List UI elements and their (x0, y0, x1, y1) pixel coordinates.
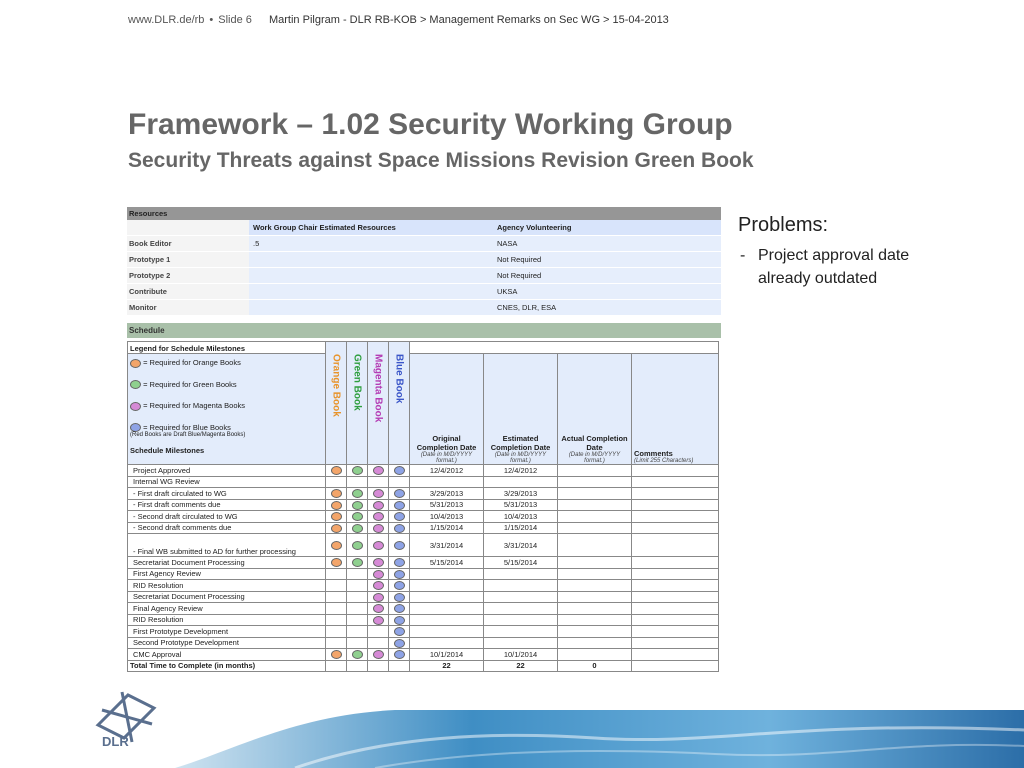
magenta-book-cell (368, 522, 389, 534)
green-book-cell (347, 465, 368, 477)
estimated-date-note: (Date in M/D/YYYY format.) (494, 452, 547, 464)
comments (632, 591, 719, 603)
orange-dot-icon (331, 512, 342, 521)
orange-dot-icon (331, 541, 342, 550)
blue-dot-icon (394, 541, 405, 550)
legend-blue: = Required for Blue Books (143, 422, 231, 432)
resources-header-row (127, 220, 721, 236)
orange-dot-icon (331, 466, 342, 475)
blue-book-cell (389, 637, 410, 649)
estimated-date (484, 626, 558, 638)
resource-agency: Not Required (493, 252, 721, 267)
legend-orange: = Required for Orange Books (143, 358, 241, 367)
magenta-book-col: Magenta Book (372, 354, 384, 423)
comments (632, 476, 719, 488)
total-label: Total Time to Complete (in months) (128, 660, 326, 672)
comments (632, 511, 719, 523)
legend-cell (128, 354, 326, 465)
original-date: 12/4/2012 (410, 465, 484, 477)
blue-dot-icon (394, 650, 405, 659)
col-actual: Actual Completion Date (561, 434, 628, 452)
resource-estimate (249, 252, 493, 267)
header-info: Martin Pilgram - DLR RB-KOB > Management Remarks on Sec WG > 15-04-2013 (268, 14, 669, 26)
orange-book-cell (326, 511, 347, 523)
original-date (410, 476, 484, 488)
magenta-book-cell (368, 591, 389, 603)
slide-title: Framework – 1.02 Security Working Group (128, 108, 733, 141)
actual-date (558, 534, 632, 557)
table-row (128, 580, 719, 592)
magenta-book-cell (368, 476, 389, 488)
milestone-label: CMC Approval (128, 649, 326, 661)
magenta-book-cell (368, 649, 389, 661)
estimated-date (484, 637, 558, 649)
actual-date (558, 476, 632, 488)
comments (632, 603, 719, 615)
blue-book-cell (389, 488, 410, 500)
resource-agency: UKSA (493, 284, 721, 299)
problem-dash: - (740, 247, 746, 264)
actual-date (558, 637, 632, 649)
table-row (128, 626, 719, 638)
total-actual: 0 (558, 660, 632, 672)
comments (632, 522, 719, 534)
actual-date (558, 522, 632, 534)
magenta-dot-icon (373, 581, 384, 590)
actual-date (558, 649, 632, 661)
orange-book-cell (326, 476, 347, 488)
estimated-date (484, 476, 558, 488)
magenta-dot-icon (130, 402, 141, 411)
resource-role: Book Editor (127, 236, 249, 251)
legend-title: Legend for Schedule Milestones (128, 342, 326, 354)
legend-green: = Required for Green Books (143, 379, 237, 389)
magenta-book-cell (368, 557, 389, 569)
milestone-label: - Second draft circulated to WG (128, 511, 326, 523)
magenta-dot-icon (373, 570, 384, 579)
magenta-dot-icon (373, 466, 384, 475)
blue-book-cell (389, 603, 410, 615)
orange-book-cell (326, 649, 347, 661)
milestone-label: Secretariat Document Processing (128, 591, 326, 603)
table-row (128, 568, 719, 580)
green-dot-icon (352, 512, 363, 521)
table-row (128, 603, 719, 615)
blue-dot-icon (394, 524, 405, 533)
orange-dot-icon (130, 359, 141, 368)
comments (632, 557, 719, 569)
comments (632, 580, 719, 592)
total-book-cell (347, 660, 368, 672)
orange-dot-icon (331, 489, 342, 498)
total-estimated: 22 (484, 660, 558, 672)
original-date: 5/31/2013 (410, 499, 484, 511)
magenta-book-cell (368, 626, 389, 638)
blue-dot-icon (394, 604, 405, 613)
col-estimated: Estimated Completion Date (490, 434, 551, 452)
site-url: www.DLR.de/rb (128, 14, 205, 26)
milestone-label: - Second draft comments due (128, 522, 326, 534)
magenta-book-cell (368, 637, 389, 649)
comments (632, 465, 719, 477)
magenta-book-cell (368, 603, 389, 615)
green-book-cell (347, 649, 368, 661)
comments (632, 499, 719, 511)
slide-subtitle: Security Threats against Space Missions Revision Green Book (128, 149, 754, 172)
blue-dot-icon (394, 627, 405, 636)
resource-role: Contribute (127, 284, 249, 299)
green-dot-icon (352, 541, 363, 550)
orange-book-cell (326, 626, 347, 638)
col-original: Original Completion Date (416, 434, 477, 452)
blue-dot-icon (394, 466, 405, 475)
actual-date (558, 465, 632, 477)
blue-book-col: Blue Book (393, 354, 405, 404)
magenta-book-cell (368, 488, 389, 500)
resource-estimate (249, 300, 493, 315)
comments (632, 534, 719, 557)
estimated-date (484, 580, 558, 592)
green-dot-icon (352, 489, 363, 498)
original-date (410, 580, 484, 592)
milestone-label: Internal WG Review (128, 476, 326, 488)
table-row (128, 557, 719, 569)
blue-book-cell (389, 511, 410, 523)
problem-item (740, 244, 958, 290)
original-date (410, 626, 484, 638)
estimated-date: 1/15/2014 (484, 522, 558, 534)
resources-row (127, 300, 721, 316)
resources-row (127, 268, 721, 284)
milestone-label: - First draft comments due (128, 499, 326, 511)
milestone-label: Secretariat Document Processing (128, 557, 326, 569)
orange-book-cell (326, 557, 347, 569)
header-bullet: • (209, 14, 214, 26)
blue-book-cell (389, 614, 410, 626)
magenta-book-cell (368, 534, 389, 557)
green-book-cell (347, 511, 368, 523)
blue-dot-icon (394, 593, 405, 602)
milestone-label: Second Prototype Development (128, 637, 326, 649)
table-row (128, 511, 719, 523)
resource-estimate (249, 268, 493, 283)
magenta-dot-icon (373, 650, 384, 659)
magenta-book-cell (368, 614, 389, 626)
slide-number: Slide 6 (218, 14, 252, 26)
slide-header (128, 14, 669, 26)
total-book-cell (389, 660, 410, 672)
green-book-cell (347, 568, 368, 580)
actual-date (558, 591, 632, 603)
green-book-cell (347, 499, 368, 511)
green-book-cell (347, 626, 368, 638)
green-book-cell (347, 591, 368, 603)
estimated-date: 3/29/2013 (484, 488, 558, 500)
actual-date-note: (Date in M/D/YYYY format.) (568, 452, 621, 464)
actual-date (558, 626, 632, 638)
original-date: 10/1/2014 (410, 649, 484, 661)
estimated-date (484, 591, 558, 603)
blue-dot-icon (394, 512, 405, 521)
orange-book-cell (326, 488, 347, 500)
estimated-date: 3/31/2014 (484, 534, 558, 557)
resource-estimate (249, 284, 493, 299)
resource-role: Prototype 1 (127, 252, 249, 267)
green-book-cell (347, 476, 368, 488)
estimated-date (484, 603, 558, 615)
orange-book-col: Orange Book (330, 354, 342, 417)
orange-book-cell (326, 603, 347, 615)
schedule-table (127, 341, 719, 672)
blue-dot-icon (394, 558, 405, 567)
resources-row (127, 236, 721, 252)
original-date: 10/4/2013 (410, 511, 484, 523)
original-date: 3/29/2013 (410, 488, 484, 500)
orange-book-cell (326, 637, 347, 649)
magenta-dot-icon (373, 604, 384, 613)
resources-row (127, 284, 721, 300)
orange-book-cell (326, 499, 347, 511)
blue-book-cell (389, 476, 410, 488)
actual-date (558, 603, 632, 615)
original-date (410, 568, 484, 580)
table-row (128, 637, 719, 649)
green-book-cell (347, 522, 368, 534)
magenta-book-cell (368, 580, 389, 592)
green-dot-icon (352, 650, 363, 659)
resources-col-estimate: Work Group Chair Estimated Resources (249, 220, 493, 235)
estimated-date: 5/31/2013 (484, 499, 558, 511)
resources-table (127, 207, 721, 316)
blue-book-cell (389, 568, 410, 580)
blue-book-cell (389, 557, 410, 569)
original-date: 1/15/2014 (410, 522, 484, 534)
green-dot-icon (130, 380, 141, 389)
estimated-date: 5/15/2014 (484, 557, 558, 569)
footer-wave-image (175, 710, 1024, 768)
table-row (128, 476, 719, 488)
original-date: 3/31/2014 (410, 534, 484, 557)
milestone-label: - First draft circulated to WG (128, 488, 326, 500)
resource-agency: CNES, DLR, ESA (493, 300, 721, 315)
blue-book-cell (389, 522, 410, 534)
resources-row (127, 252, 721, 268)
orange-book-cell (326, 568, 347, 580)
blue-dot-icon (394, 581, 405, 590)
comments (632, 637, 719, 649)
comments (632, 568, 719, 580)
problems-heading: Problems: (738, 214, 829, 236)
table-row (128, 522, 719, 534)
magenta-dot-icon (373, 558, 384, 567)
comments-note: (Limit 255 Characters) (634, 458, 694, 464)
schedule-milestones-label: Schedule Milestones (130, 446, 205, 456)
estimated-date: 12/4/2012 (484, 465, 558, 477)
blue-dot-icon (394, 570, 405, 579)
blue-dot-icon (394, 616, 405, 625)
total-book-cell (326, 660, 347, 672)
milestone-label: Final Agency Review (128, 603, 326, 615)
blue-book-cell (389, 591, 410, 603)
resource-role: Prototype 2 (127, 268, 249, 283)
milestone-label: First Agency Review (128, 568, 326, 580)
resource-agency: Not Required (493, 268, 721, 283)
actual-date (558, 499, 632, 511)
blue-book-cell (389, 499, 410, 511)
comments (632, 626, 719, 638)
legend-note: (Red Books are Draft Blue/Magenta Books) (130, 432, 246, 439)
magenta-dot-icon (373, 489, 384, 498)
milestone-label: RID Resolution (128, 614, 326, 626)
blue-dot-icon (394, 639, 405, 648)
blue-book-cell (389, 534, 410, 557)
actual-date (558, 614, 632, 626)
orange-book-cell (326, 522, 347, 534)
schedule-heading: Schedule (127, 323, 721, 338)
total-comments (632, 660, 719, 672)
comments (632, 488, 719, 500)
orange-book-cell (326, 580, 347, 592)
green-book-cell (347, 637, 368, 649)
resource-estimate: .5 (249, 236, 493, 251)
green-dot-icon (352, 501, 363, 510)
orange-book-cell (326, 591, 347, 603)
orange-book-cell (326, 614, 347, 626)
resource-role: Monitor (127, 300, 249, 315)
table-row (128, 591, 719, 603)
blue-dot-icon (130, 423, 141, 432)
original-date: 5/15/2014 (410, 557, 484, 569)
green-book-cell (347, 603, 368, 615)
milestone-label: First Prototype Development (128, 626, 326, 638)
problem-text: Project approval date already outdated (758, 247, 910, 287)
green-book-cell (347, 557, 368, 569)
actual-date (558, 557, 632, 569)
original-date (410, 614, 484, 626)
orange-book-cell (326, 465, 347, 477)
blue-dot-icon (394, 501, 405, 510)
milestone-label: RID Resolution (128, 580, 326, 592)
total-original: 22 (410, 660, 484, 672)
actual-date (558, 511, 632, 523)
magenta-dot-icon (373, 593, 384, 602)
dlr-logo-text: DLR (102, 734, 129, 749)
blue-book-cell (389, 465, 410, 477)
magenta-book-cell (368, 465, 389, 477)
dlr-logo (92, 690, 162, 750)
table-row (128, 614, 719, 626)
comments (632, 649, 719, 661)
blue-book-cell (389, 626, 410, 638)
actual-date (558, 580, 632, 592)
estimated-date: 10/4/2013 (484, 511, 558, 523)
green-book-col: Green Book (351, 354, 363, 411)
original-date (410, 591, 484, 603)
orange-dot-icon (331, 558, 342, 567)
orange-book-cell (326, 534, 347, 557)
resources-col-agency: Agency Volunteering (493, 220, 721, 235)
actual-date (558, 488, 632, 500)
estimated-date: 10/1/2014 (484, 649, 558, 661)
magenta-book-cell (368, 499, 389, 511)
orange-dot-icon (331, 524, 342, 533)
magenta-book-cell (368, 568, 389, 580)
blue-dot-icon (394, 489, 405, 498)
table-row (128, 534, 719, 557)
magenta-dot-icon (373, 616, 384, 625)
milestone-label: Project Approved (128, 465, 326, 477)
orange-dot-icon (331, 650, 342, 659)
actual-date (558, 568, 632, 580)
resource-agency: NASA (493, 236, 721, 251)
original-date (410, 603, 484, 615)
milestone-label: - Final WB submitted to AD for further processing (128, 534, 326, 557)
green-book-cell (347, 580, 368, 592)
green-dot-icon (352, 466, 363, 475)
total-row (128, 660, 719, 672)
total-book-cell (368, 660, 389, 672)
orange-dot-icon (331, 501, 342, 510)
table-row (128, 649, 719, 661)
table-row (128, 465, 719, 477)
estimated-date (484, 614, 558, 626)
original-date (410, 637, 484, 649)
green-book-cell (347, 614, 368, 626)
magenta-dot-icon (373, 512, 384, 521)
green-dot-icon (352, 558, 363, 567)
blue-book-cell (389, 580, 410, 592)
green-dot-icon (352, 524, 363, 533)
table-row (128, 499, 719, 511)
legend-magenta: = Required for Magenta Books (143, 401, 246, 411)
magenta-dot-icon (373, 541, 384, 550)
estimated-date (484, 568, 558, 580)
magenta-dot-icon (373, 501, 384, 510)
table-row (128, 488, 719, 500)
original-date-note: (Date in M/D/YYYY format.) (420, 452, 473, 464)
blue-book-cell (389, 649, 410, 661)
magenta-dot-icon (373, 524, 384, 533)
comments (632, 614, 719, 626)
green-book-cell (347, 488, 368, 500)
green-book-cell (347, 534, 368, 557)
col-comments: Comments (634, 449, 673, 458)
magenta-book-cell (368, 511, 389, 523)
resources-heading: Resources (127, 207, 721, 220)
